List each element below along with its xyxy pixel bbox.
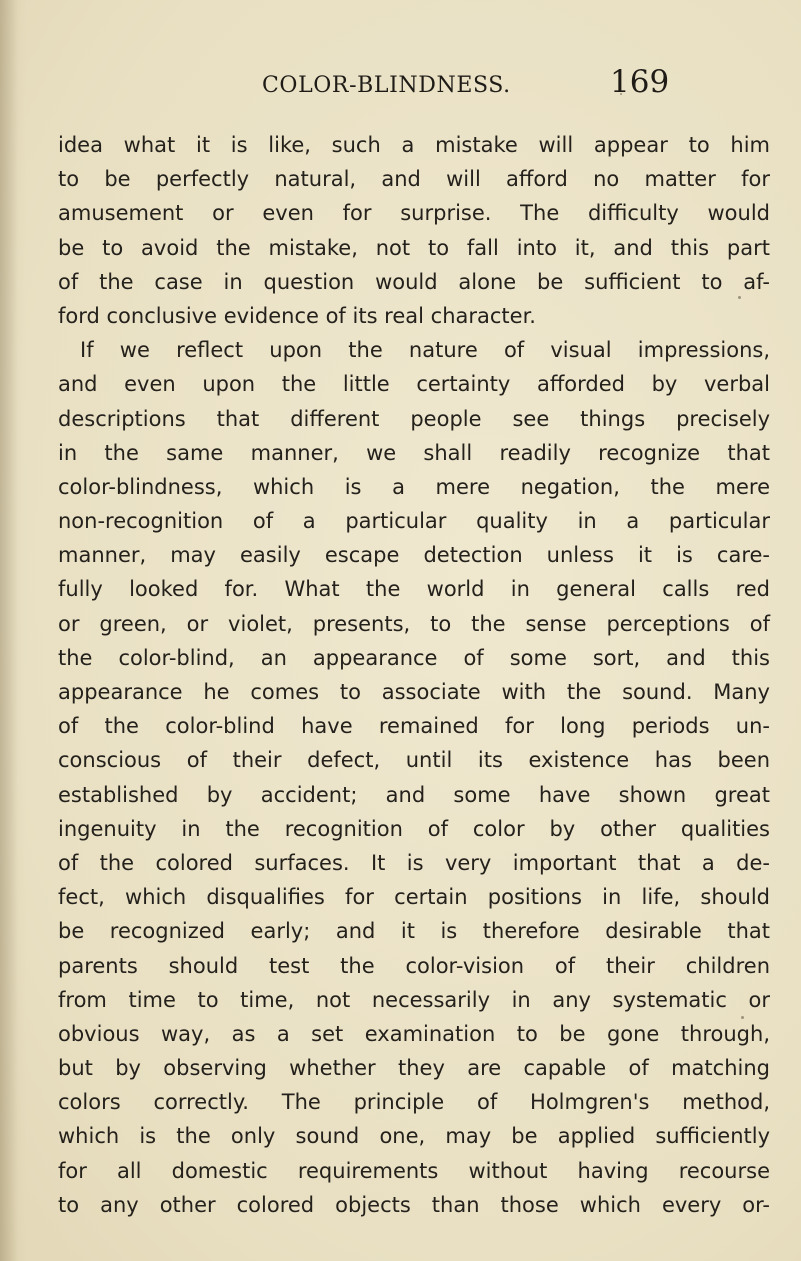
text-line: fect, which disqualifies for certain positions in life, should <box>58 885 770 910</box>
text-line: from time to time, not necessarily in any systematic or <box>58 987 770 1012</box>
text-line: colors correctly. The principle of Holmgren's method, <box>58 1090 770 1115</box>
text-line: the color-blind, an appearance of some sort, and this <box>58 645 770 670</box>
text-line: appearance he comes to associate with the sound. Many <box>58 680 770 704</box>
text-line: If we reflect upon the nature of visual impressions, <box>80 338 770 363</box>
text-line: be to avoid the mistake, not to fall into it, and this part <box>58 235 770 260</box>
text-line: of the colored surfaces. It is very important that a de- <box>58 850 770 875</box>
paper-speck <box>738 296 741 299</box>
text-line: ford conclusive evidence of its real character. <box>58 303 536 328</box>
text-line: parents should test the color-vision of their children <box>58 953 770 978</box>
text-line: obvious way, as a set examination to be gone through, <box>58 1021 770 1046</box>
text-line: established by accident; and some have shown great <box>58 782 770 807</box>
running-head <box>0 66 801 106</box>
text-line: be recognized early; and it is therefore desirable that <box>58 919 770 944</box>
text-line: and even upon the little certainty afforded by verbal <box>58 372 770 397</box>
text-line: or green, or violet, presents, to the sense perceptions of <box>58 611 770 636</box>
text-line: but by observing whether they are capable of matching <box>58 1056 770 1081</box>
paper-speck <box>741 1016 744 1019</box>
text-line: to any other colored objects than those which every or- <box>58 1192 770 1217</box>
text-line: of the color-blind have remained for long periods un- <box>58 714 770 739</box>
text-line: ingenuity in the recognition of color by other qualities <box>58 816 770 841</box>
page-number: 169 <box>610 64 670 100</box>
text-line: color-blindness, which is a mere negation, the mere <box>58 474 770 499</box>
text-line: descriptions that different people see things precisely <box>58 406 770 431</box>
text-line: to be perfectly natural, and will afford no matter for <box>58 167 770 192</box>
text-line: manner, may easily escape detection unless it is care- <box>58 543 770 568</box>
text-line: non-recognition of a particular quality in a particular <box>58 509 770 534</box>
text-line: which is the only sound one, may be applied sufficiently <box>58 1124 770 1149</box>
text-line: fully looked for. What the world in general calls red <box>58 577 770 602</box>
text-line: for all domestic requirements without having recourse <box>58 1158 770 1183</box>
running-title: COLOR-BLINDNESS. <box>262 73 511 98</box>
gutter-shadow <box>0 0 18 1261</box>
text-line: amusement or even for surprise. The difficulty would <box>58 201 770 226</box>
text-line: idea what it is like, such a mistake will appear to him <box>58 133 770 157</box>
text-line: conscious of their defect, until its existence has been <box>58 748 770 773</box>
body-text <box>58 128 770 1222</box>
paper-speck <box>620 93 622 95</box>
text-line: in the same manner, we shall readily recognize that <box>58 440 770 465</box>
text-line: of the case in question would alone be sufficient to af- <box>58 269 770 294</box>
